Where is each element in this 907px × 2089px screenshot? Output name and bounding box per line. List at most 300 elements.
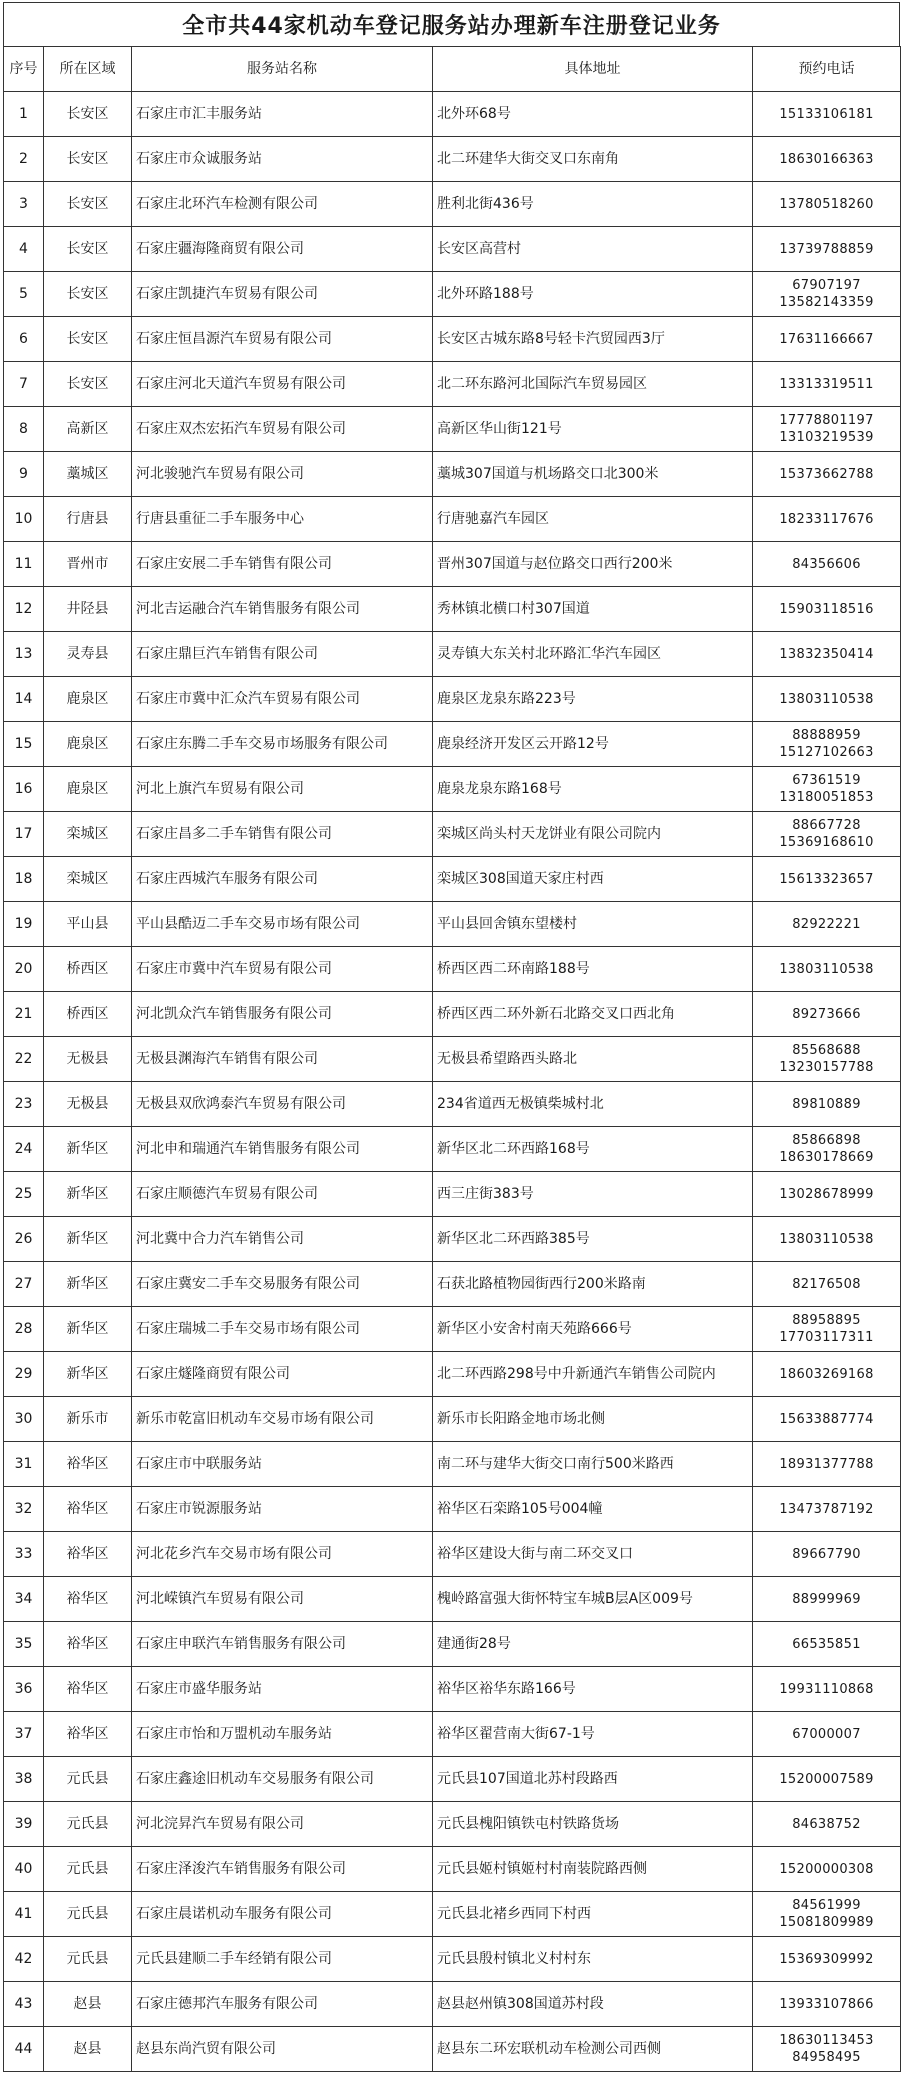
- row-district: 藁城区: [44, 452, 132, 497]
- phone-number: 13739788859: [779, 241, 874, 257]
- row-address: 新华区北二环西路385号: [433, 1217, 753, 1262]
- row-no: 5: [4, 272, 44, 317]
- table-row: [4, 362, 901, 407]
- row-district: 鹿泉区: [44, 767, 132, 812]
- row-address: 栾城区尚头村天龙饼业有限公司院内: [433, 812, 753, 857]
- row-district: 长安区: [44, 362, 132, 407]
- phone-number: 13180051853: [779, 790, 874, 805]
- row-address: 元氏县北褚乡西同下村西: [433, 1892, 753, 1937]
- row-address: 北外环路188号: [433, 272, 753, 317]
- phone-number: 15127102663: [779, 745, 874, 760]
- table-row: [4, 992, 901, 1037]
- table-row: [4, 1532, 901, 1577]
- row-district: 高新区: [44, 407, 132, 452]
- phone-number: 15633887774: [779, 1411, 874, 1427]
- row-district: 长安区: [44, 182, 132, 227]
- row-phone: [753, 857, 901, 902]
- row-district: 赵县: [44, 2027, 132, 2072]
- row-no: 4: [4, 227, 44, 272]
- table-row: [4, 137, 901, 182]
- row-station-name: 石家庄晨诺机动车服务有限公司: [132, 1892, 433, 1937]
- phone-number: 13230157788: [779, 1060, 874, 1075]
- row-phone: [753, 767, 901, 812]
- row-address: 无极县希望路西头路北: [433, 1037, 753, 1082]
- row-no: 2: [4, 137, 44, 182]
- row-address: 藁城307国道与机场路交口北300米: [433, 452, 753, 497]
- row-phone: [753, 1352, 901, 1397]
- row-district: 桥西区: [44, 947, 132, 992]
- row-no: 19: [4, 902, 44, 947]
- row-phone: [753, 1532, 901, 1577]
- phone-number: 18603269168: [779, 1366, 874, 1382]
- table-row: [4, 2027, 901, 2072]
- row-address: 裕华区翟营南大街67-1号: [433, 1712, 753, 1757]
- row-district: 新华区: [44, 1262, 132, 1307]
- row-no: 17: [4, 812, 44, 857]
- row-address: 胜利北街436号: [433, 182, 753, 227]
- row-district: 元氏县: [44, 1892, 132, 1937]
- row-district: 鹿泉区: [44, 677, 132, 722]
- phone-number: 18630178669: [779, 1150, 874, 1165]
- row-station-name: 河北凯众汽车销售服务有限公司: [132, 992, 433, 1037]
- phone-number: 15200000308: [779, 1861, 874, 1877]
- row-station-name: 石家庄顺德汽车贸易有限公司: [132, 1172, 433, 1217]
- row-no: 44: [4, 2027, 44, 2072]
- row-station-name: 石家庄昌多二手车销售有限公司: [132, 812, 433, 857]
- header-district: 所在区域: [44, 47, 132, 92]
- row-district: 元氏县: [44, 1937, 132, 1982]
- row-phone: [753, 1712, 901, 1757]
- row-station-name: 河北冀中合力汽车销售公司: [132, 1217, 433, 1262]
- row-station-name: 石家庄双杰宏拓汽车贸易有限公司: [132, 407, 433, 452]
- row-phone: [753, 722, 901, 767]
- table-row: [4, 1757, 901, 1802]
- row-station-name: 石家庄德邦汽车服务有限公司: [132, 1982, 433, 2027]
- table-row: [4, 407, 901, 452]
- row-district: 裕华区: [44, 1487, 132, 1532]
- row-phone: [753, 272, 901, 317]
- table-body: [4, 92, 901, 2072]
- row-address: 建通街28号: [433, 1622, 753, 1667]
- phone-number: 13933107866: [779, 1996, 874, 2012]
- row-no: 9: [4, 452, 44, 497]
- table-row: [4, 1892, 901, 1937]
- phone-number: 13803110538: [779, 961, 874, 977]
- row-address: 西三庄街383号: [433, 1172, 753, 1217]
- row-phone: [753, 1757, 901, 1802]
- row-address: 鹿泉经济开发区云开路12号: [433, 722, 753, 767]
- phone-number: 84638752: [792, 1816, 861, 1832]
- row-address: 元氏县殷村镇北义村村东: [433, 1937, 753, 1982]
- row-district: 栾城区: [44, 857, 132, 902]
- row-no: 31: [4, 1442, 44, 1487]
- row-station-name: 河北骏驰汽车贸易有限公司: [132, 452, 433, 497]
- phone-number: 13780518260: [779, 196, 874, 212]
- phone-number: 15081809989: [779, 1915, 874, 1930]
- row-no: 23: [4, 1082, 44, 1127]
- row-station-name: 石家庄东腾二手车交易市场服务有限公司: [132, 722, 433, 767]
- row-phone: [753, 1802, 901, 1847]
- phone-number: 13803110538: [779, 1231, 874, 1247]
- phone-number: 15613323657: [779, 871, 874, 887]
- row-address: 长安区古城东路8号轻卡汽贸园西3厅: [433, 317, 753, 362]
- row-station-name: 石家庄市盛华服务站: [132, 1667, 433, 1712]
- phone-number: 13028678999: [779, 1186, 874, 1202]
- row-district: 裕华区: [44, 1667, 132, 1712]
- row-no: 30: [4, 1397, 44, 1442]
- row-no: 40: [4, 1847, 44, 1892]
- row-no: 37: [4, 1712, 44, 1757]
- phone-number: 15133106181: [779, 106, 874, 122]
- row-district: 新华区: [44, 1307, 132, 1352]
- header-phone: 预约电话: [753, 47, 901, 92]
- row-address: 北二环建华大街交叉口东南角: [433, 137, 753, 182]
- table-row: [4, 1487, 901, 1532]
- row-station-name: 河北申和瑞通汽车销售服务有限公司: [132, 1127, 433, 1172]
- table-row: [4, 1667, 901, 1712]
- row-address: 石获北路植物园街西行200米路南: [433, 1262, 753, 1307]
- page-title: 全市共44家机动车登记服务站办理新车注册登记业务: [3, 2, 900, 46]
- phone-number: 67361519: [792, 773, 861, 788]
- row-station-name: 石家庄疆海隆商贸有限公司: [132, 227, 433, 272]
- row-district: 行唐县: [44, 497, 132, 542]
- row-district: 无极县: [44, 1037, 132, 1082]
- row-address: 元氏县107国道北苏村段路西: [433, 1757, 753, 1802]
- row-address: 234省道西无极镇柴城村北: [433, 1082, 753, 1127]
- table-row: [4, 1127, 901, 1172]
- row-no: 15: [4, 722, 44, 767]
- row-district: 新华区: [44, 1217, 132, 1262]
- row-station-name: 河北上旗汽车贸易有限公司: [132, 767, 433, 812]
- row-phone: [753, 1262, 901, 1307]
- row-district: 新乐市: [44, 1397, 132, 1442]
- row-district: 新华区: [44, 1172, 132, 1217]
- row-no: 10: [4, 497, 44, 542]
- row-no: 24: [4, 1127, 44, 1172]
- row-district: 新华区: [44, 1352, 132, 1397]
- row-no: 35: [4, 1622, 44, 1667]
- row-address: 裕华区建设大街与南二环交叉口: [433, 1532, 753, 1577]
- phone-number: 82176508: [792, 1276, 861, 1292]
- phone-number: 67907197: [792, 278, 861, 293]
- row-address: 元氏县姬村镇姬村村南装院路西侧: [433, 1847, 753, 1892]
- table-row: [4, 272, 901, 317]
- row-address: 新乐市长阳路金地市场北侧: [433, 1397, 753, 1442]
- row-station-name: 石家庄燧隆商贸有限公司: [132, 1352, 433, 1397]
- row-station-name: 石家庄河北天道汽车贸易有限公司: [132, 362, 433, 407]
- row-no: 14: [4, 677, 44, 722]
- phone-number: 89273666: [792, 1006, 861, 1022]
- row-phone: [753, 1397, 901, 1442]
- table-row: [4, 1712, 901, 1757]
- row-phone: [753, 1217, 901, 1262]
- row-phone: [753, 1892, 901, 1937]
- row-district: 裕华区: [44, 1622, 132, 1667]
- row-phone: [753, 452, 901, 497]
- table-row: [4, 1082, 901, 1127]
- row-address: 高新区华山街121号: [433, 407, 753, 452]
- row-phone: [753, 1622, 901, 1667]
- row-district: 元氏县: [44, 1847, 132, 1892]
- row-station-name: 石家庄西城汽车服务有限公司: [132, 857, 433, 902]
- row-station-name: 石家庄市汇丰服务站: [132, 92, 433, 137]
- table-row: [4, 677, 901, 722]
- row-district: 长安区: [44, 92, 132, 137]
- header-no: 序号: [4, 47, 44, 92]
- document: [3, 2, 900, 2072]
- row-station-name: 行唐县重征二手车服务中心: [132, 497, 433, 542]
- row-station-name: 石家庄市冀中汇众汽车贸易有限公司: [132, 677, 433, 722]
- row-no: 8: [4, 407, 44, 452]
- table-row: [4, 1037, 901, 1082]
- row-phone: [753, 947, 901, 992]
- row-phone: [753, 137, 901, 182]
- row-phone: [753, 1667, 901, 1712]
- table-row: [4, 1442, 901, 1487]
- table-row: [4, 812, 901, 857]
- table-row: [4, 632, 901, 677]
- row-station-name: 石家庄市锐源服务站: [132, 1487, 433, 1532]
- row-no: 26: [4, 1217, 44, 1262]
- table-row: [4, 1352, 901, 1397]
- row-phone: [753, 1487, 901, 1532]
- row-station-name: 无极县双欣鸿泰汽车贸易有限公司: [132, 1082, 433, 1127]
- row-no: 7: [4, 362, 44, 407]
- row-phone: [753, 1577, 901, 1622]
- row-no: 22: [4, 1037, 44, 1082]
- phone-number: 18233117676: [779, 511, 874, 527]
- table-row: [4, 1262, 901, 1307]
- row-district: 无极县: [44, 1082, 132, 1127]
- row-no: 32: [4, 1487, 44, 1532]
- row-district: 元氏县: [44, 1757, 132, 1802]
- row-no: 21: [4, 992, 44, 1037]
- row-phone: [753, 992, 901, 1037]
- row-station-name: 平山县酷迈二手车交易市场有限公司: [132, 902, 433, 947]
- row-phone: [753, 2027, 901, 2072]
- table-row: [4, 947, 901, 992]
- phone-number: 15369168610: [779, 835, 874, 850]
- row-address: 晋州307国道与赵位路交口西行200米: [433, 542, 753, 587]
- phone-number: 13473787192: [779, 1501, 874, 1517]
- row-no: 41: [4, 1892, 44, 1937]
- table-row: [4, 542, 901, 587]
- row-address: 长安区高营村: [433, 227, 753, 272]
- row-address: 裕华区石栾路105号004幢: [433, 1487, 753, 1532]
- row-no: 16: [4, 767, 44, 812]
- header-station-name: 服务站名称: [132, 47, 433, 92]
- row-station-name: 石家庄安展二手车销售有限公司: [132, 542, 433, 587]
- row-phone: [753, 1847, 901, 1892]
- row-district: 新华区: [44, 1127, 132, 1172]
- row-address: 桥西区西二环外新石北路交叉口西北角: [433, 992, 753, 1037]
- row-station-name: 石家庄市中联服务站: [132, 1442, 433, 1487]
- phone-number: 67000007: [792, 1726, 861, 1742]
- row-phone: [753, 1127, 901, 1172]
- row-district: 裕华区: [44, 1442, 132, 1487]
- row-phone: [753, 362, 901, 407]
- row-station-name: 石家庄鑫途旧机动车交易服务有限公司: [132, 1757, 433, 1802]
- phone-number: 15373662788: [779, 466, 874, 482]
- row-district: 晋州市: [44, 542, 132, 587]
- row-station-name: 石家庄凯捷汽车贸易有限公司: [132, 272, 433, 317]
- row-no: 38: [4, 1757, 44, 1802]
- table-row: [4, 722, 901, 767]
- row-phone: [753, 1082, 901, 1127]
- table-row: [4, 1172, 901, 1217]
- phone-number: 13582143359: [779, 295, 874, 310]
- row-phone: [753, 587, 901, 632]
- row-station-name: 石家庄恒昌源汽车贸易有限公司: [132, 317, 433, 362]
- phone-number: 15903118516: [779, 601, 874, 617]
- row-district: 长安区: [44, 227, 132, 272]
- table-row: [4, 227, 901, 272]
- row-station-name: 新乐市乾富旧机动车交易市场有限公司: [132, 1397, 433, 1442]
- row-phone: [753, 1307, 901, 1352]
- table-row: [4, 1622, 901, 1667]
- row-phone: [753, 1937, 901, 1982]
- phone-number: 88999969: [792, 1591, 861, 1607]
- row-station-name: 石家庄市众诚服务站: [132, 137, 433, 182]
- phone-number: 18630166363: [779, 151, 874, 167]
- table-row: [4, 1397, 901, 1442]
- row-phone: [753, 182, 901, 227]
- table-row: [4, 902, 901, 947]
- phone-number: 13832350414: [779, 646, 874, 662]
- phone-number: 13313319511: [779, 376, 874, 392]
- row-district: 赵县: [44, 1982, 132, 2027]
- table-row: [4, 1577, 901, 1622]
- table-row: [4, 92, 901, 137]
- row-phone: [753, 677, 901, 722]
- phone-number: 17703117311: [779, 1330, 874, 1345]
- phone-number: 85866898: [792, 1133, 861, 1148]
- table-row: [4, 1217, 901, 1262]
- row-address: 桥西区西二环南路188号: [433, 947, 753, 992]
- row-phone: [753, 407, 901, 452]
- row-no: 12: [4, 587, 44, 632]
- row-no: 28: [4, 1307, 44, 1352]
- row-address: 灵寿镇大东关村北环路汇华汽车园区: [433, 632, 753, 677]
- phone-number: 66535851: [792, 1636, 861, 1652]
- table-row: [4, 497, 901, 542]
- row-phone: [753, 1037, 901, 1082]
- row-address: 新华区北二环西路168号: [433, 1127, 753, 1172]
- phone-number: 19931110868: [779, 1681, 874, 1697]
- row-district: 裕华区: [44, 1577, 132, 1622]
- row-address: 平山县回舍镇东望楼村: [433, 902, 753, 947]
- row-station-name: 河北浣昇汽车贸易有限公司: [132, 1802, 433, 1847]
- row-station-name: 石家庄瑞城二手车交易市场有限公司: [132, 1307, 433, 1352]
- row-phone: [753, 92, 901, 137]
- phone-number: 18630113453: [779, 2033, 874, 2048]
- row-no: 3: [4, 182, 44, 227]
- row-no: 43: [4, 1982, 44, 2027]
- phone-number: 88667728: [792, 818, 861, 833]
- phone-number: 17778801197: [779, 413, 874, 428]
- phone-number: 17631166667: [779, 331, 874, 347]
- row-no: 1: [4, 92, 44, 137]
- row-district: 裕华区: [44, 1712, 132, 1757]
- row-station-name: 赵县东尚汽贸有限公司: [132, 2027, 433, 2072]
- table-row: [4, 182, 901, 227]
- row-phone: [753, 227, 901, 272]
- row-no: 25: [4, 1172, 44, 1217]
- row-phone: [753, 497, 901, 542]
- row-phone: [753, 1982, 901, 2027]
- row-address: 北二环西路298号中升新通汽车销售公司院内: [433, 1352, 753, 1397]
- row-no: 18: [4, 857, 44, 902]
- row-district: 元氏县: [44, 1802, 132, 1847]
- row-district: 长安区: [44, 137, 132, 182]
- phone-number: 88958895: [792, 1313, 861, 1328]
- row-station-name: 石家庄北环汽车检测有限公司: [132, 182, 433, 227]
- row-station-name: 石家庄市冀中汽车贸易有限公司: [132, 947, 433, 992]
- row-address: 秀林镇北横口村307国道: [433, 587, 753, 632]
- table-row: [4, 1307, 901, 1352]
- row-address: 北外环68号: [433, 92, 753, 137]
- phone-number: 13103219539: [779, 430, 874, 445]
- row-no: 20: [4, 947, 44, 992]
- row-address: 北二环东路河北国际汽车贸易园区: [433, 362, 753, 407]
- row-address: 南二环与建华大街交口南行500米路西: [433, 1442, 753, 1487]
- row-district: 裕华区: [44, 1532, 132, 1577]
- row-district: 灵寿县: [44, 632, 132, 677]
- row-no: 11: [4, 542, 44, 587]
- row-district: 栾城区: [44, 812, 132, 857]
- table-row: [4, 587, 901, 632]
- row-no: 36: [4, 1667, 44, 1712]
- row-no: 39: [4, 1802, 44, 1847]
- row-station-name: 石家庄申联汽车销售服务有限公司: [132, 1622, 433, 1667]
- row-district: 鹿泉区: [44, 722, 132, 767]
- table-row: [4, 1847, 901, 1892]
- phone-number: 18931377788: [779, 1456, 874, 1472]
- row-phone: [753, 902, 901, 947]
- row-address: 鹿泉区龙泉东路223号: [433, 677, 753, 722]
- row-district: 长安区: [44, 272, 132, 317]
- row-address: 赵县赵州镇308国道苏村段: [433, 1982, 753, 2027]
- phone-number: 84356606: [792, 556, 861, 572]
- row-address: 槐岭路富强大街怀特宝车城B层A区009号: [433, 1577, 753, 1622]
- table-row: [4, 767, 901, 812]
- row-station-name: 河北嵘镇汽车贸易有限公司: [132, 1577, 433, 1622]
- row-address: 行唐驰嘉汽车园区: [433, 497, 753, 542]
- phone-number: 85568688: [792, 1043, 861, 1058]
- phone-number: 15369309992: [779, 1951, 874, 1967]
- row-address: 栾城区308国道天家庄村西: [433, 857, 753, 902]
- row-no: 6: [4, 317, 44, 362]
- phone-number: 84561999: [792, 1898, 861, 1913]
- phone-number: 88888959: [792, 728, 861, 743]
- row-no: 34: [4, 1577, 44, 1622]
- row-station-name: 元氏县建顺二手车经销有限公司: [132, 1937, 433, 1982]
- row-address: 新华区小安舍村南天苑路666号: [433, 1307, 753, 1352]
- row-station-name: 石家庄鼎巨汽车销售有限公司: [132, 632, 433, 677]
- phone-number: 89667790: [792, 1546, 861, 1562]
- row-no: 29: [4, 1352, 44, 1397]
- row-station-name: 石家庄冀安二手车交易服务有限公司: [132, 1262, 433, 1307]
- row-station-name: 石家庄市怡和万盟机动车服务站: [132, 1712, 433, 1757]
- table-row: [4, 452, 901, 497]
- row-station-name: 河北吉运融合汽车销售服务有限公司: [132, 587, 433, 632]
- row-phone: [753, 1172, 901, 1217]
- row-no: 42: [4, 1937, 44, 1982]
- row-phone: [753, 812, 901, 857]
- phone-number: 13803110538: [779, 691, 874, 707]
- table-row: [4, 1937, 901, 1982]
- row-phone: [753, 632, 901, 677]
